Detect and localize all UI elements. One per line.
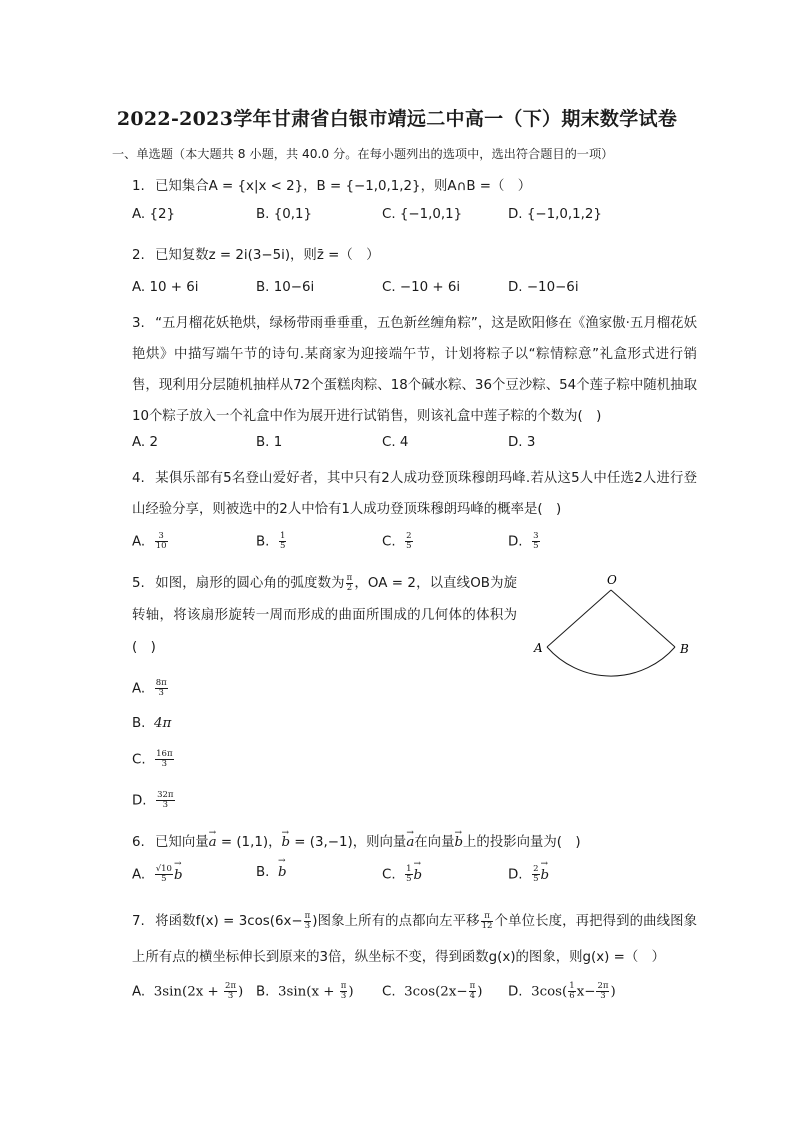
q6-option-b[interactable]: B. → b <box>256 865 287 880</box>
label-o: O <box>607 573 617 587</box>
question-7 <box>132 904 697 976</box>
q4-option-c[interactable]: C. $\frac{2}{5}$ <box>382 531 412 551</box>
sector-arc <box>547 647 675 676</box>
question-text: 已知向量→ a = (1,1)，→ b = (3,−1)，则向量→ a在向量→ b上的投影向量为( ) <box>155 835 581 850</box>
q6-option-d[interactable]: D. $\frac{2}{5}$ → b <box>508 865 549 884</box>
q3-option-a[interactable]: A. 2 <box>132 435 158 450</box>
question-4 <box>132 463 697 525</box>
label-a: A <box>534 641 543 655</box>
question-1 <box>132 171 697 202</box>
question-number: 7. <box>132 914 145 929</box>
section-header: 一、单选题（本大题共 8 小题，共 40.0 分。在每小题列出的选项中，选出符合题目的一项） <box>112 147 614 161</box>
question-number: 5. <box>132 576 145 591</box>
radius-oa <box>547 590 611 647</box>
question-text: 某俱乐部有5名登山爱好者，其中只有2人成功登顶珠穆朗玛峰.若从这5人中任选2人进行登山经验分享，则被选中的2人中恰有1人成功登顶珠穆朗玛峰的概率是( ) <box>132 471 697 517</box>
question-6 <box>132 827 697 858</box>
question-number: 6. <box>132 835 145 850</box>
q7-option-a[interactable]: A. 3sin(2x + $\frac{2\pi}{3}$ ) <box>132 981 244 1001</box>
sector-figure <box>525 572 700 682</box>
q2-option-b[interactable]: B. 10−6i <box>256 280 315 295</box>
q5-option-c[interactable]: C. $\frac{16\pi}{3}$ <box>132 749 173 769</box>
question-number: 2. <box>132 248 145 263</box>
question-3 <box>132 308 697 432</box>
question-number: 3. <box>132 316 145 331</box>
question-text: 如图，扇形的圆心角的弧度数为 $\frac{\pi}{2}$ ，OA = 2，以直线OB为旋转轴，将该扇形旋转一周而形成的曲面所围成的几何体的体积为( ) <box>132 572 517 655</box>
q3-option-c[interactable]: C. 4 <box>382 435 409 450</box>
q4-option-a[interactable]: A. $\frac{3}{10}$ <box>132 531 167 551</box>
q3-option-b[interactable]: B. 1 <box>256 435 283 450</box>
q2-option-d[interactable]: D. −10−6i <box>508 280 579 295</box>
question-text: 已知集合A = {x|x < 2}，B = {−1,0,1,2}，则A∩B =（ ） <box>155 179 532 194</box>
q1-option-b[interactable]: B. {0,1} <box>256 207 313 222</box>
q7-option-d[interactable]: D. 3cos( $\frac{1}{6}$ x− $\frac{2\pi}{3}$ ) <box>508 981 616 1001</box>
q5-option-b[interactable]: B. 4π <box>132 716 172 731</box>
q5-option-d[interactable]: D. $\frac{32\pi}{3}$ <box>132 790 174 810</box>
q7-option-b[interactable]: B. 3sin(x + $\frac{\pi}{3}$ ) <box>256 981 354 1001</box>
question-5 <box>132 568 517 664</box>
question-text: 将函数f(x) = 3cos(6x− $\frac{\pi}{3}$ )图象上所有的点都向左平移 $\frac{\pi}{12}$ 个单位长度，再把得到的曲线图象上所有点的横坐标伸长到原来的3倍，纵坐标不变，得到函数g(x)的图象，则g(x) =（ ） <box>132 910 697 965</box>
q2-option-c[interactable]: C. −10 + 6i <box>382 280 461 295</box>
q6-option-a[interactable]: A. $\frac{√10}{5}$ → b <box>132 865 183 884</box>
q5-option-a[interactable]: A. $\frac{8\pi}{3}$ <box>132 678 167 698</box>
q7-option-c[interactable]: C. 3cos(2x− $\frac{\pi}{4}$ ) <box>382 981 483 1001</box>
question-2 <box>132 240 697 271</box>
q4-option-d[interactable]: D. $\frac{3}{5}$ <box>508 531 539 551</box>
question-text: 已知复数z = 2i(3−5i)，则z̄ =（ ） <box>155 248 380 263</box>
label-b: B <box>680 642 689 656</box>
q1-option-a[interactable]: A. {2} <box>132 207 175 222</box>
q1-option-d[interactable]: D. {−1,0,1,2} <box>508 207 602 222</box>
q4-option-b[interactable]: B. $\frac{1}{5}$ <box>256 531 286 551</box>
q2-option-a[interactable]: A. 10 + 6i <box>132 280 199 295</box>
question-text: “五月榴花妖艳烘，绿杨带雨垂垂重，五色新丝缠角粽”，这是欧阳修在《渔家傲·五月榴花妖艳烘》中描写端午节的诗句.某商家为迎接端午节，计划将粽子以“粽情粽意”礼盒形式进行销售，现利用分层随机抽样从72个蛋糕肉粽、18个碱水粽、36个豆沙粽、54个莲子粽中随机抽取10个粽子放入一个礼盒中作为展开进行试销售，则该礼盒中莲子粽的个数为( ) <box>132 316 697 424</box>
q6-option-c[interactable]: C. $\frac{1}{5}$ → b <box>382 865 422 884</box>
question-number: 4. <box>132 471 145 486</box>
radius-ob <box>611 590 675 647</box>
q3-option-d[interactable]: D. 3 <box>508 435 536 450</box>
question-number: 1. <box>132 179 145 194</box>
exam-title: 2022-2023学年甘肃省白银市靖远二中高一（下）期末数学试卷 <box>116 108 678 130</box>
q1-option-c[interactable]: C. {−1,0,1} <box>382 207 463 222</box>
